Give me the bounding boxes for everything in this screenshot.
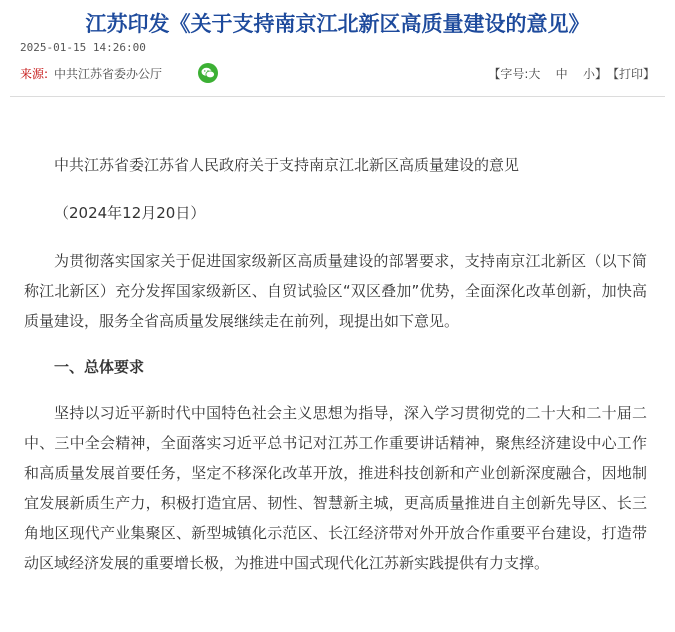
article-body — [24, 150, 647, 578]
article-tools — [488, 65, 655, 82]
section-heading: 一、总体要求 — [54, 358, 145, 376]
document-title: 中共江苏省委江苏省人民政府关于支持南京江北新区高质量建设的意见 — [54, 156, 520, 174]
source-label: 来源: — [20, 66, 49, 81]
wechat-icon[interactable] — [198, 63, 218, 83]
article-title: 江苏印发《关于支持南京江北新区高质量建设的意见》 — [85, 12, 590, 36]
header-divider — [10, 96, 665, 97]
print-link[interactable]: 【打印】 — [606, 66, 655, 81]
meta-row — [20, 60, 655, 86]
body-paragraph: 坚持以习近平新时代中国特色社会主义思想为指导，深入学习贯彻党的二十大和二十届二中、三中全会精神，全面落实习近平总书记对江苏工作重要讲话精神，聚焦经济建设中心工作和高质量发展首要任务，坚定不移深化改革开放，推进科技创新和产业创新深度融合，因地制宜发展新质生产力，积极打造宜居、韧性、智慧新主城，更高质量推进自主创新先导区、长三角地区现代产业集聚区、新型城镇化示范区、长江经济带对外开放合作重要平台建设，打造带动区域经济发展的重要增长极，为推进中国式现代化江苏新实践提供有力支撑。 — [24, 404, 647, 572]
wechat-glyph — [201, 67, 215, 79]
publish-datetime: 2025-01-15 14:26:00 — [20, 41, 146, 54]
font-size-close: 】 — [594, 66, 607, 81]
font-size-label: 【字号: — [488, 66, 529, 81]
intro-paragraph: 为贯彻落实国家关于促进国家级新区高质量建设的部署要求，支持南京江北新区（以下简称江北新区）充分发挥国家级新区、自贸试验区“双区叠加”优势，全面深化改革创新，加快高质量建设，服务全省高质量发展继续走在前列，现提出如下意见。 — [24, 252, 647, 330]
font-size-medium-link[interactable]: 中 — [555, 66, 568, 81]
source-value: 中共江苏省委办公厅 — [54, 66, 163, 81]
document-date: （2024年12月20日） — [54, 204, 206, 222]
font-size-large-link[interactable]: 大 — [528, 66, 541, 81]
font-size-small-link[interactable]: 小 — [582, 66, 595, 81]
